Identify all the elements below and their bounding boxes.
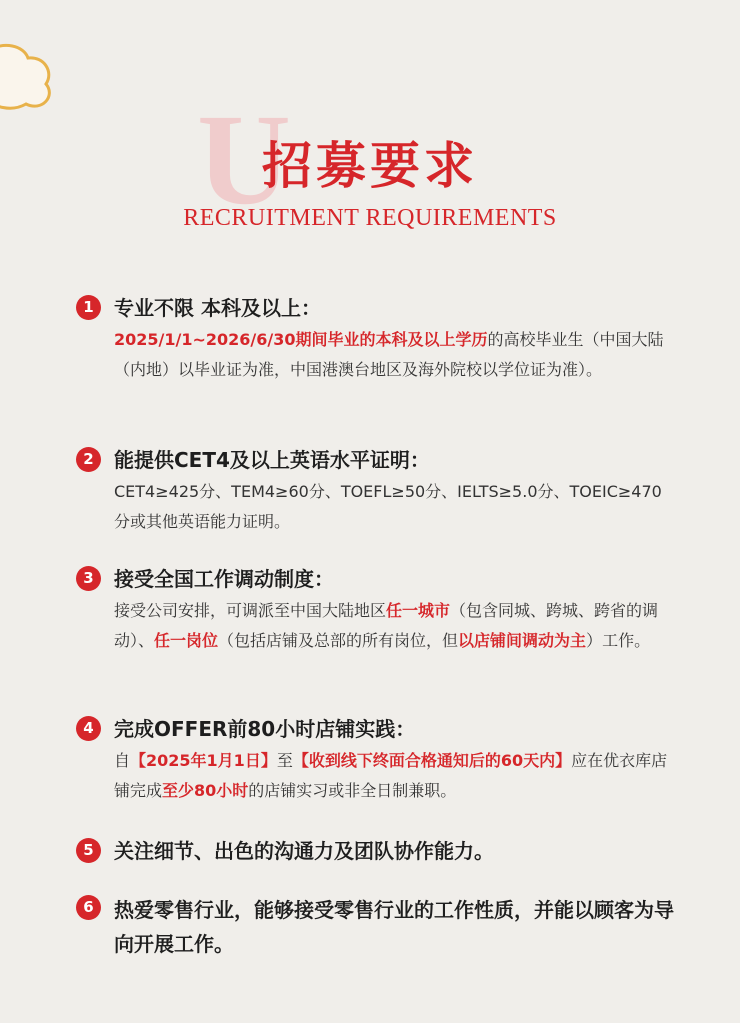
- description-text: CET4≥425分、TEM4≥60分、TOEFL≥50分、IELTS≥5.0分、TOEIC≥470分或其他英语能力证明。: [114, 482, 662, 531]
- requirement-item-3: [76, 564, 676, 656]
- highlight-text: 至少80小时: [162, 781, 249, 800]
- description-text: （包含同城、跨城、跨省的调动）、: [114, 601, 659, 650]
- page-title: 招募要求: [262, 137, 478, 195]
- requirement-title: 完成OFFER前80小时店铺实践：: [114, 717, 416, 741]
- description-text: 至: [276, 751, 293, 770]
- description-text: 的店铺实习或非全日制兼职。: [248, 781, 457, 800]
- requirement-title: 热爱零售行业，能够接受零售行业的工作性质，并能以顾客为导向开展工作。: [114, 898, 674, 956]
- item-number-badge: 3: [76, 566, 101, 591]
- description-text: 应在优衣库店铺完成: [114, 751, 668, 800]
- highlight-text: 以店铺间调动为主: [458, 631, 587, 650]
- description-text: 的高校毕业生（中国大陆（内地）以毕业证为准，中国港澳台地区及海外院校以学位证为准）。: [114, 330, 664, 379]
- requirement-item-1: [76, 293, 676, 385]
- item-number-badge: 4: [76, 716, 101, 741]
- description-text: ）工作。: [586, 631, 651, 650]
- requirement-description: [114, 746, 676, 806]
- page-subtitle: RECRUITMENT REQUIREMENTS: [183, 205, 557, 231]
- description-text: 自: [114, 751, 131, 770]
- highlight-text: 任一岗位: [154, 631, 219, 650]
- highlight-text: 【收到线下终面合格通知后的60天内】: [292, 751, 572, 770]
- requirement-item-2: [76, 445, 676, 537]
- description-text: （包括店铺及总部的所有岗位，但: [218, 631, 459, 650]
- requirement-title: 专业不限 本科及以上：: [114, 296, 321, 320]
- requirement-title: 能提供CET4及以上英语水平证明：: [114, 448, 430, 472]
- highlight-text: 2025/1/1~2026/6/30期间毕业的本科及以上学历: [114, 330, 488, 349]
- item-number-badge: 2: [76, 447, 101, 472]
- requirement-title: 接受全国工作调动制度：: [114, 567, 334, 591]
- requirement-item-5: [76, 836, 676, 866]
- header-letter-watermark: U: [197, 112, 291, 208]
- highlight-text: 【2025年1月1日】: [130, 751, 277, 770]
- requirement-description: [114, 596, 676, 656]
- item-number-badge: 5: [76, 838, 101, 863]
- highlight-text: 任一城市: [386, 601, 451, 620]
- item-number-badge: 1: [76, 295, 101, 320]
- requirement-title: 关注细节、出色的沟通力及团队协作能力。: [114, 839, 494, 863]
- requirement-description: [114, 325, 676, 385]
- requirement-item-6: [76, 893, 676, 961]
- requirement-description: [114, 477, 676, 537]
- cloud-decoration-icon: [0, 38, 54, 112]
- requirement-item-4: [76, 714, 676, 806]
- item-number-badge: 6: [76, 895, 101, 920]
- description-text: 接受公司安排，可调派至中国大陆地区: [114, 601, 387, 620]
